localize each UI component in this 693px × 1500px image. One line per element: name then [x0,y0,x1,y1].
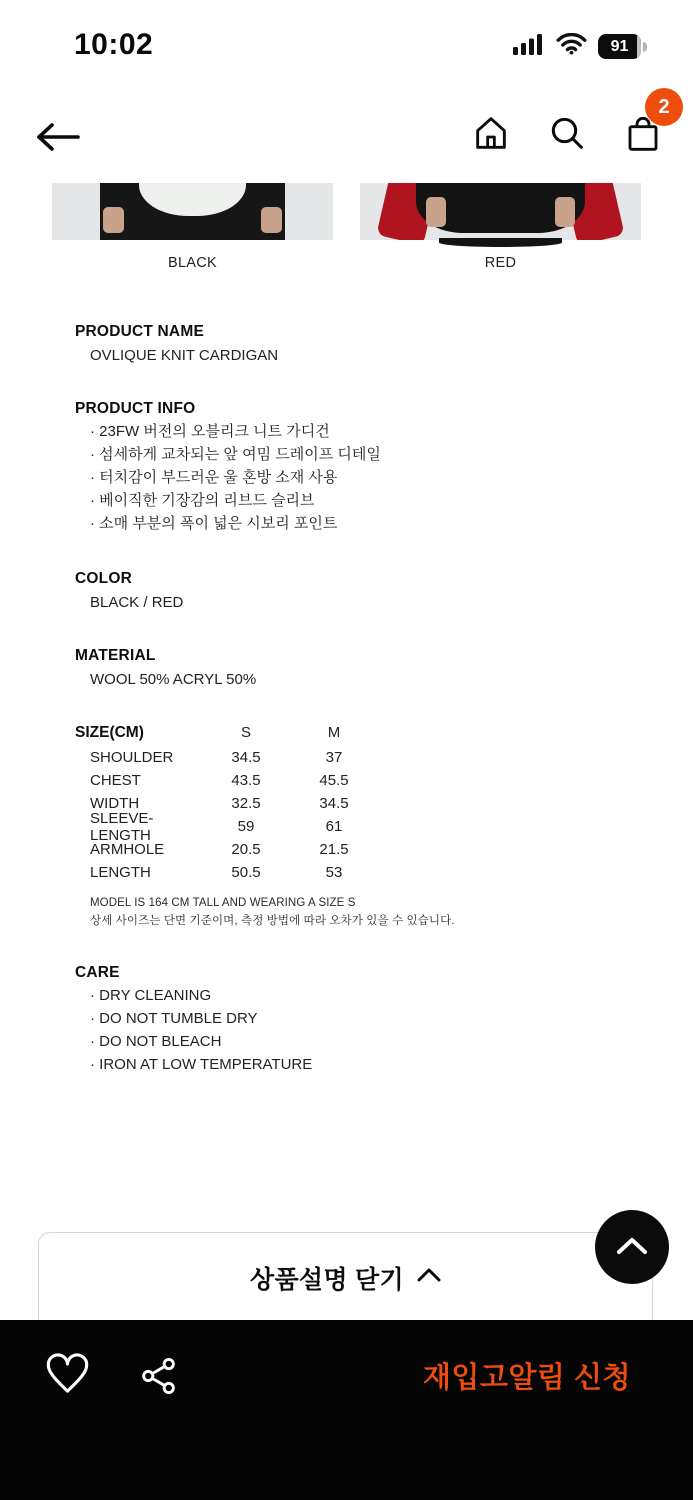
heart-icon [44,1384,91,1399]
size-note-tolerance: 상세 사이즈는 단면 기준이며, 측정 방법에 따라 오차가 있을 수 있습니다. [90,915,455,927]
share-button[interactable] [138,1355,179,1400]
cart-button[interactable] [623,95,670,156]
size-table-row: CHEST 43.5 45.5 [90,772,349,789]
share-icon [138,1385,179,1400]
close-description-label: 상품설명 닫기 [250,1265,404,1294]
home-button[interactable] [471,112,511,156]
bottom-action-bar [0,1320,693,1500]
size-table-row: SHOULDER 34.5 37 [90,749,343,766]
size-column-s: S [240,724,251,741]
status-icons [513,33,647,60]
size-table-header [0,724,378,742]
size-table-row: LENGTH 50.5 53 [90,864,343,881]
status-time: 10:02 [74,28,154,61]
chevron-up-icon [616,1237,648,1258]
care-item: · DO NOT BLEACH [90,1030,312,1053]
size-note-model: MODEL IS 164 CM TALL AND WEARING A SIZE S [90,897,356,909]
product-info-item: · 섬세하게 교차되는 앞 여밈 드레이프 디테일 [90,443,381,466]
search-icon [547,141,587,156]
battery-tip [643,42,647,52]
search-button[interactable] [547,112,587,156]
care-heading: CARE [75,964,120,981]
size-column-m: M [327,724,341,741]
size-table-row: SLEEVE-LENGTH 59 61 [90,809,343,844]
cellular-signal-icon [513,33,545,60]
battery-level: 91 [610,37,629,55]
size-table [0,746,693,884]
care-item: · DO NOT TUMBLE DRY [90,1007,312,1030]
size-table-row: ARMHOLE 20.5 21.5 [90,841,349,858]
color-value: BLACK / RED [90,594,184,611]
product-info-item: · 베이직한 기장감의 리브드 슬리브 [90,489,381,512]
care-item: · DRY CLEANING [90,984,312,1007]
product-image-black[interactable] [52,183,333,271]
product-info-list [90,420,381,535]
battery-indicator [598,34,647,59]
color-heading: COLOR [75,570,132,587]
product-photo-red [360,183,641,240]
product-image-red[interactable] [360,183,641,271]
material-heading: MATERIAL [75,647,156,664]
size-heading: SIZE(CM) [75,724,144,741]
product-name-heading: PRODUCT NAME [75,323,204,340]
restock-alert-button[interactable]: 재입고알림 신청 [423,1355,631,1396]
size-table-row: WIDTH 32.5 34.5 [90,795,349,812]
material-value: WOOL 50% ACRYL 50% [90,671,257,688]
back-button[interactable] [33,120,81,154]
product-info-item: · 소매 부분의 폭이 넓은 시보리 포인트 [90,512,381,535]
chevron-up-icon [417,1268,441,1287]
product-info-item: · 터치감이 부드러운 울 혼방 소재 사용 [90,466,381,489]
close-description-button[interactable] [38,1232,653,1322]
wifi-icon [556,33,587,60]
scroll-to-top-button[interactable] [595,1210,669,1284]
product-photo-black [52,183,333,240]
product-image-label: BLACK [167,255,218,271]
product-image-label: RED [484,255,517,271]
skirt-overflow-shape [439,238,563,247]
back-arrow-icon [33,142,81,157]
product-image-row [52,183,641,271]
wishlist-button[interactable] [44,1351,91,1399]
product-info-heading: PRODUCT INFO [75,400,196,417]
product-name-value: OVLIQUE KNIT CARDIGAN [90,347,279,364]
shopping-bag-icon [623,144,663,159]
product-info-item: · 23FW 버전의 오블리크 니트 가디건 [90,420,381,443]
nav-actions [471,95,670,156]
cart-badge: 2 [645,88,683,126]
care-list [90,984,312,1076]
care-item: · IRON AT LOW TEMPERATURE [90,1053,312,1076]
home-icon [471,141,511,156]
